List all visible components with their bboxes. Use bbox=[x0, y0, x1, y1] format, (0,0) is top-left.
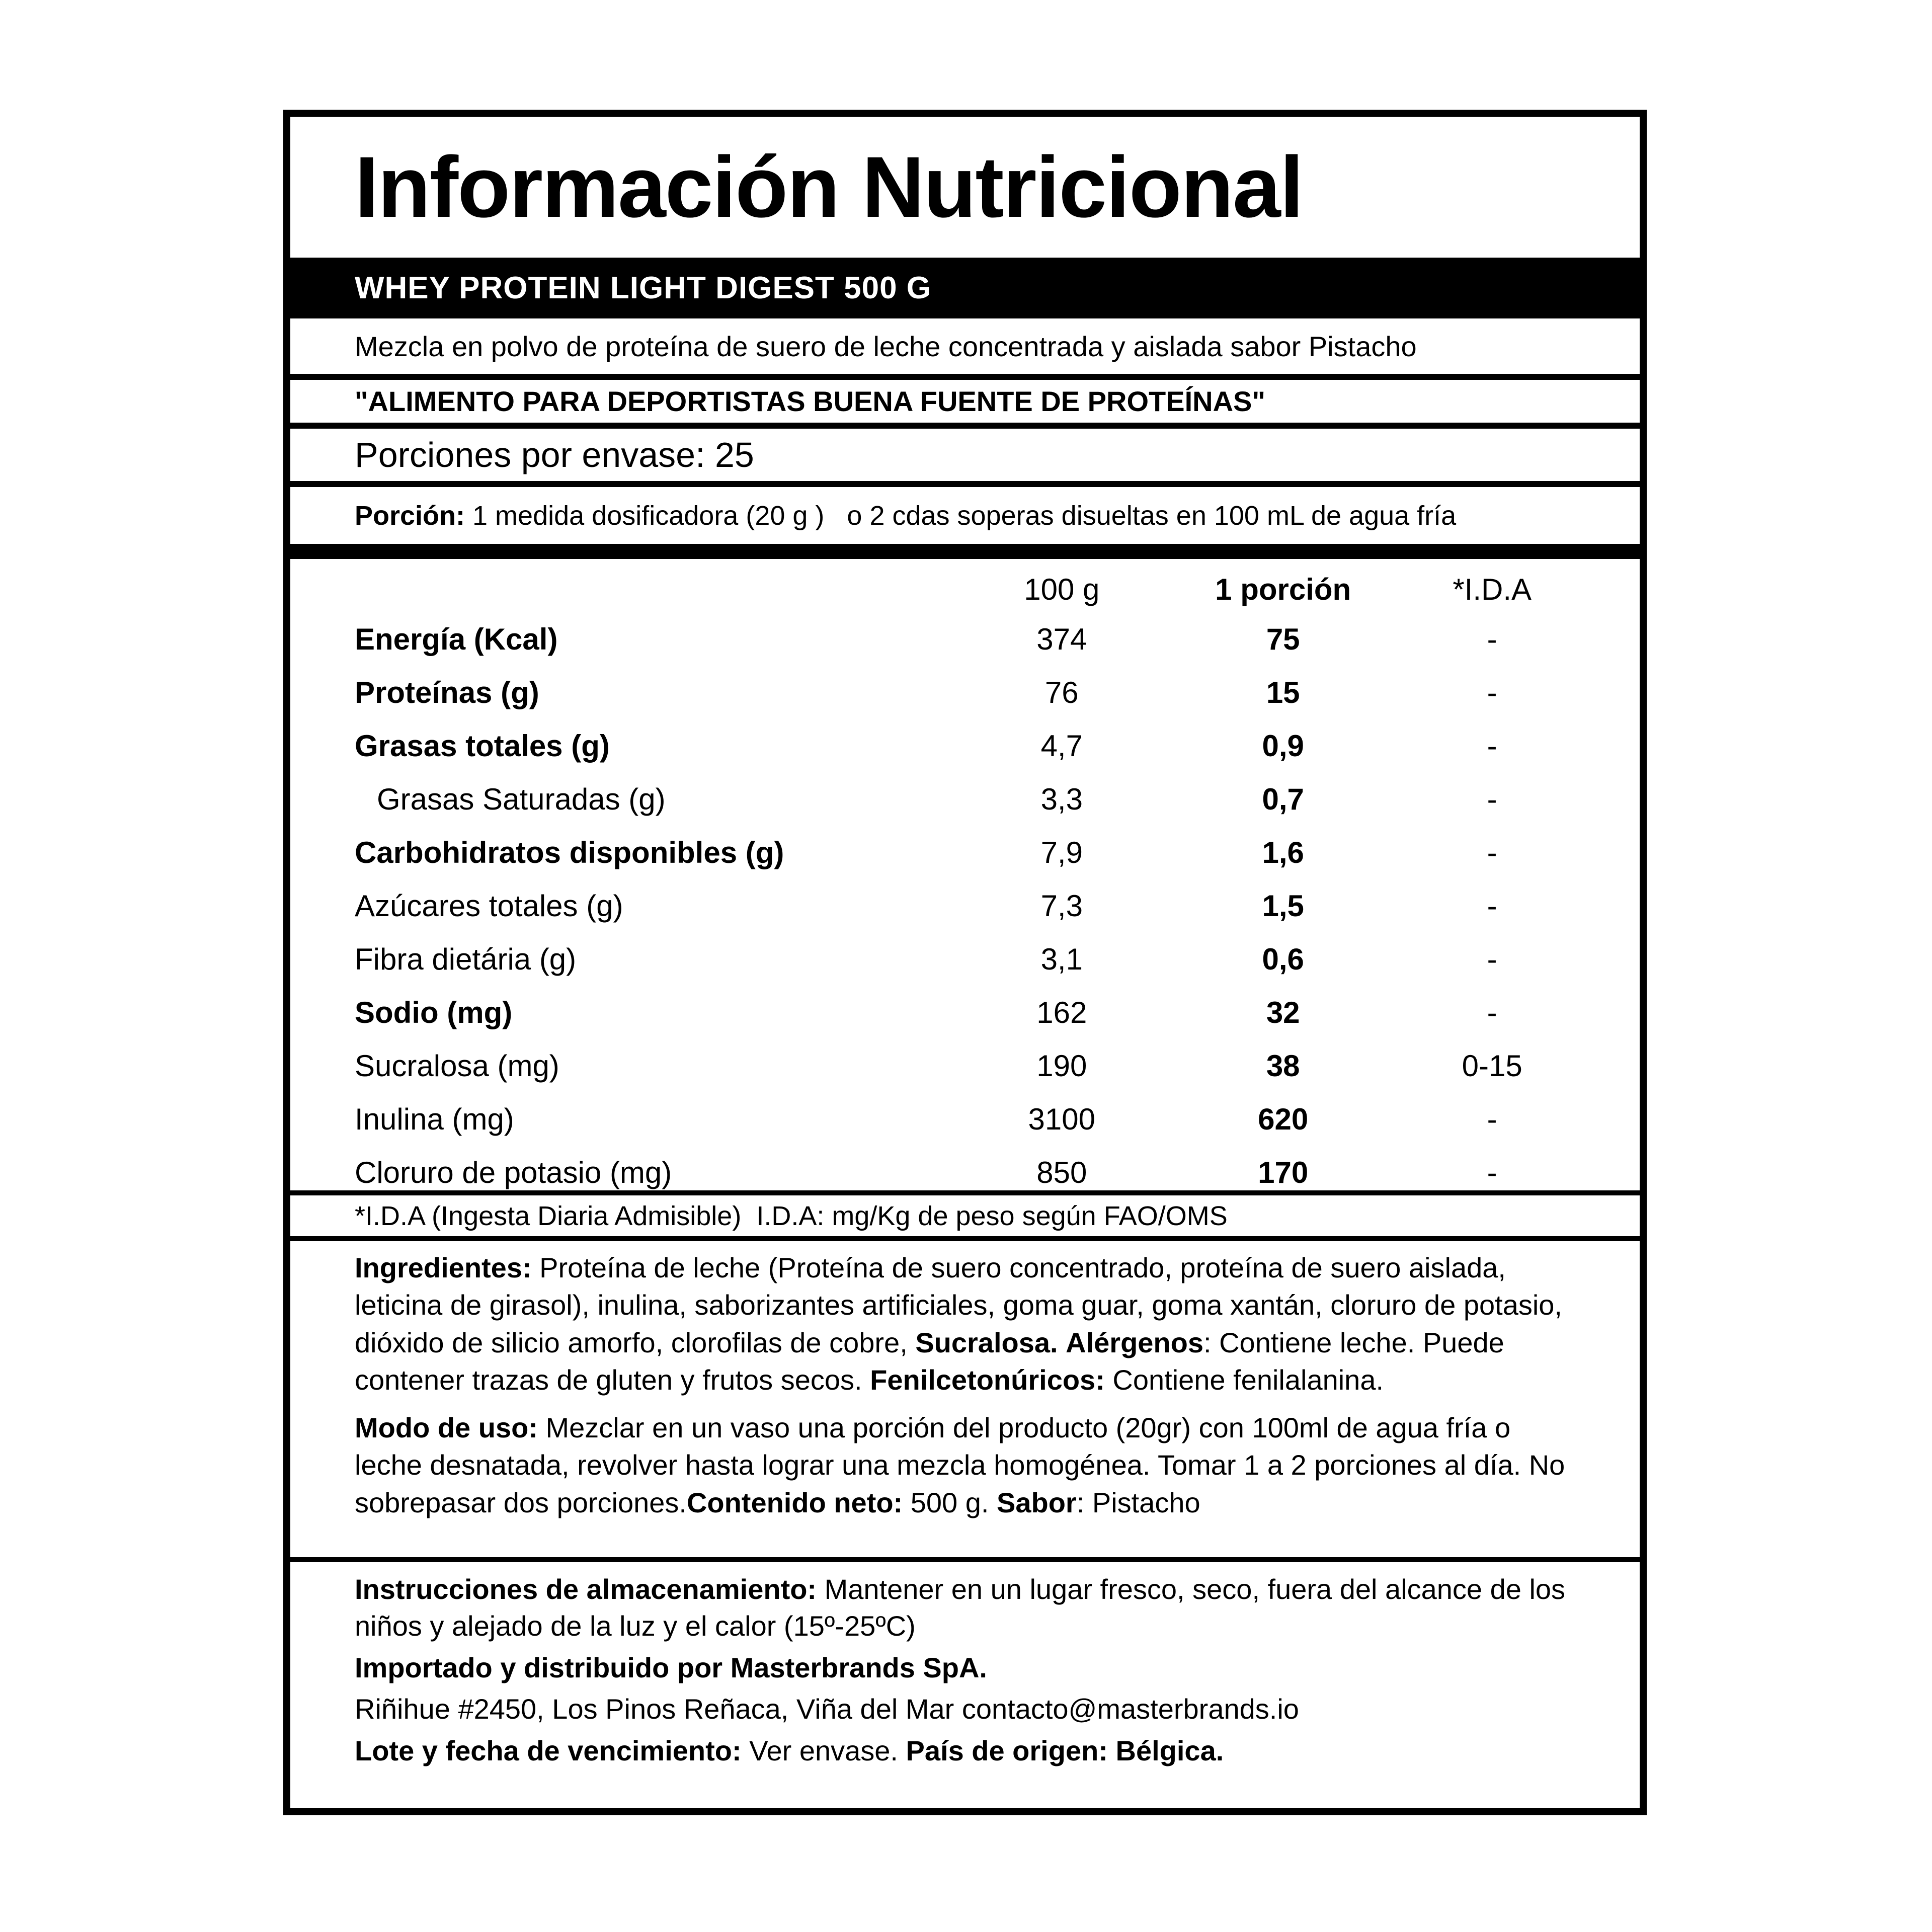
row-value-porcion: 1,5 bbox=[1262, 889, 1304, 923]
row-name: Grasas totales (g) bbox=[355, 729, 610, 763]
title-section bbox=[290, 117, 1640, 258]
column-header-ida: *I.D.A bbox=[1453, 572, 1532, 606]
row-value-100g: 3,1 bbox=[1040, 942, 1083, 976]
row-value-ida: 0-15 bbox=[1462, 1049, 1522, 1083]
row-name: Carbohidratos disponibles (g) bbox=[355, 835, 784, 869]
product-description-row bbox=[290, 318, 1640, 374]
row-value-100g: 3100 bbox=[1028, 1102, 1096, 1136]
product-name-bar bbox=[290, 258, 1640, 318]
table-row bbox=[355, 612, 1584, 666]
row-value-porcion: 620 bbox=[1258, 1102, 1309, 1136]
product-description: Mezcla en polvo de proteína de suero de leche concentrada y aislada sabor Pistacho bbox=[355, 330, 1417, 362]
row-value-ida: - bbox=[1487, 942, 1497, 976]
row-name: Azúcares totales (g) bbox=[355, 889, 623, 923]
row-value-porcion: 75 bbox=[1266, 622, 1300, 656]
nutrition-label bbox=[283, 110, 1647, 1815]
address-line: Riñihue #2450, Los Pinos Reñaca, Viña del Mar contacto@masterbrands.io bbox=[355, 1693, 1299, 1725]
row-value-porcion: 170 bbox=[1258, 1155, 1309, 1189]
column-header-porcion: 1 porción bbox=[1215, 572, 1351, 606]
storage-section bbox=[290, 1557, 1640, 1767]
row-value-porcion: 15 bbox=[1266, 675, 1300, 709]
row-value-100g: 7,9 bbox=[1040, 835, 1083, 869]
lot-line: Lote y fecha de vencimiento: Ver envase. País de origen: Bélgica. bbox=[355, 1735, 1224, 1767]
ida-footnote-row bbox=[290, 1190, 1640, 1236]
table-header bbox=[355, 566, 1584, 612]
row-name: Inulina (mg) bbox=[355, 1102, 514, 1136]
row-value-porcion: 38 bbox=[1266, 1049, 1300, 1083]
nutrition-table bbox=[290, 544, 1640, 1190]
ida-footnote: *I.D.A (Ingesta Diaria Admisible) I.D.A: mg/Kg de peso según FAO/OMS bbox=[355, 1200, 1228, 1231]
row-value-ida: - bbox=[1487, 729, 1497, 763]
row-name: Grasas Saturadas (g) bbox=[377, 782, 666, 816]
page-title: Información Nutricional bbox=[355, 139, 1303, 235]
row-value-ida: - bbox=[1487, 782, 1497, 816]
row-name: Sucralosa (mg) bbox=[355, 1049, 559, 1083]
ingredients-paragraph: Ingredientes: Proteína de leche (Proteína de suero concentrado, proteína de suero aislada, leticina de girasol), inulina, saborizantes artificiales, goma guar, goma xantán, cloruro de potasio, dióxido de silicio amorfo, clorofilas de cobre, Sucralosa. Alérgenos: Contiene leche. Puede contener trazas de gluten y frutos secos. Fenilcetonúricos: Contiene fenilalanina. bbox=[355, 1252, 1562, 1396]
table-row bbox=[355, 879, 1584, 932]
table-row bbox=[355, 1039, 1584, 1092]
table-row bbox=[355, 986, 1584, 1039]
servings-text: Porciones por envase: 25 bbox=[355, 435, 754, 474]
row-name: Proteínas (g) bbox=[355, 675, 539, 709]
claim-text: "ALIMENTO PARA DEPORTISTAS BUENA FUENTE DE PROTEÍNAS" bbox=[355, 385, 1265, 417]
row-name: Sodio (mg) bbox=[355, 995, 513, 1029]
table-row bbox=[355, 1092, 1584, 1146]
row-value-100g: 4,7 bbox=[1040, 729, 1083, 763]
usage-paragraph: Modo de uso: Mezclar en un vaso una porción del producto (20gr) con 100ml de agua fría o leche desnatada, revolver hasta lograr una mezcla homogénea. Tomar 1 a 2 porciones al día. No sobrepasar dos porciones.Contenido neto: 500 g. Sabor: Pistacho bbox=[355, 1411, 1565, 1518]
row-value-porcion: 0,9 bbox=[1262, 729, 1304, 763]
row-value-ida: - bbox=[1487, 622, 1497, 656]
row-value-ida: - bbox=[1487, 889, 1497, 923]
row-name: Energía (Kcal) bbox=[355, 622, 558, 656]
serving-size-row bbox=[290, 481, 1640, 544]
row-value-100g: 7,3 bbox=[1040, 889, 1083, 923]
row-value-ida: - bbox=[1487, 675, 1497, 709]
table-row bbox=[355, 932, 1584, 986]
row-value-porcion: 0,6 bbox=[1262, 942, 1304, 976]
row-value-100g: 3,3 bbox=[1040, 782, 1083, 816]
row-value-100g: 162 bbox=[1036, 995, 1087, 1029]
row-name: Cloruro de potasio (mg) bbox=[355, 1155, 672, 1189]
row-value-ida: - bbox=[1487, 1102, 1497, 1136]
nutrition-table-body bbox=[355, 612, 1584, 1199]
row-value-ida: - bbox=[1487, 995, 1497, 1029]
row-name: Fibra dietária (g) bbox=[355, 942, 577, 976]
importer-line: Importado y distribuido por Masterbrands SpA. bbox=[355, 1651, 987, 1683]
row-value-porcion: 32 bbox=[1266, 995, 1300, 1029]
table-row bbox=[355, 719, 1584, 772]
row-value-porcion: 1,6 bbox=[1262, 835, 1304, 869]
table-row bbox=[355, 772, 1584, 826]
row-value-100g: 190 bbox=[1036, 1049, 1087, 1083]
serving-size-text: Porción: 1 medida dosificadora (20 g ) o 2 cdas soperas disueltas en 100 mL de agua fría bbox=[355, 500, 1457, 531]
column-header-100g: 100 g bbox=[1024, 572, 1100, 606]
servings-row bbox=[290, 423, 1640, 481]
row-value-100g: 850 bbox=[1036, 1155, 1087, 1189]
claim-row bbox=[290, 374, 1640, 423]
table-row bbox=[355, 826, 1584, 879]
ingredients-section bbox=[290, 1236, 1640, 1557]
row-value-100g: 374 bbox=[1036, 622, 1087, 656]
row-value-100g: 76 bbox=[1044, 675, 1079, 709]
product-name: WHEY PROTEIN LIGHT DIGEST 500 G bbox=[355, 271, 932, 305]
storage-paragraph: Instrucciones de almacenamiento: Mantener en un lugar fresco, seco, fuera del alcance de los niños y alejado de la luz y el calor (15º-25ºC) bbox=[355, 1573, 1566, 1642]
row-value-ida: - bbox=[1487, 835, 1497, 869]
row-value-porcion: 0,7 bbox=[1262, 782, 1304, 816]
row-value-ida: - bbox=[1487, 1155, 1497, 1189]
table-row bbox=[355, 666, 1584, 719]
